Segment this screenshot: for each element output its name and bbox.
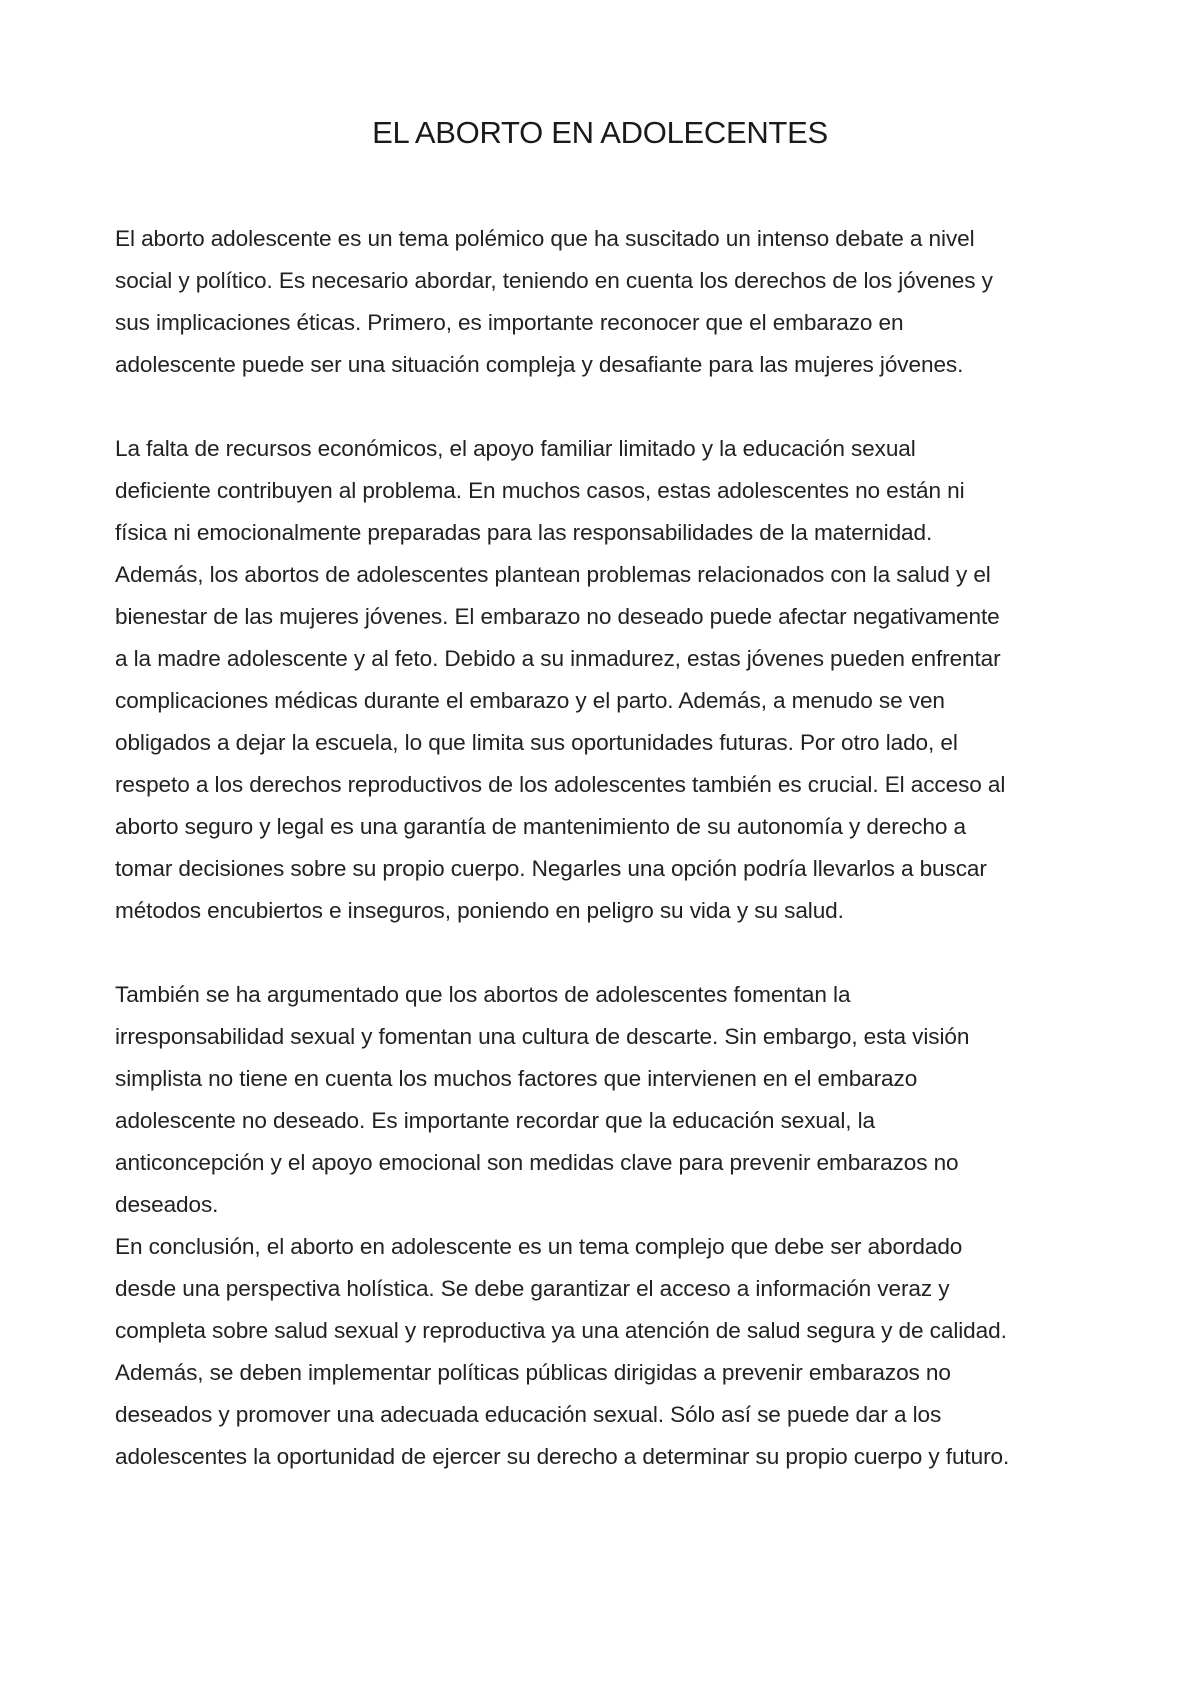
- text-line: sus implicaciones éticas. Primero, es importante reconocer que el embarazo en: [115, 310, 904, 335]
- text-line: respeto a los derechos reproductivos de los adolescentes también es crucial. El acceso al: [115, 772, 1006, 797]
- text-line: física ni emocionalmente preparadas para las responsabilidades de la maternidad.: [115, 520, 933, 545]
- document-title: EL ABORTO EN ADOLECENTES: [372, 115, 828, 150]
- text-line: deseados.: [115, 1192, 219, 1217]
- text-line: bienestar de las mujeres jóvenes. El embarazo no deseado puede afectar negativamente: [115, 604, 1000, 629]
- paragraph-intro: [115, 218, 993, 386]
- text-line: obligados a dejar la escuela, lo que limita sus oportunidades futuras. Por otro lado, el: [115, 730, 958, 755]
- text-line: aborto seguro y legal es una garantía de mantenimiento de su autonomía y derecho a: [115, 814, 966, 839]
- text-line: La falta de recursos económicos, el apoyo familiar limitado y la educación sexual: [115, 436, 916, 461]
- text-line: tomar decisiones sobre su propio cuerpo. Negarles una opción podría llevarlos a buscar: [115, 856, 987, 881]
- paragraph-causes: [115, 428, 1005, 932]
- text-line: deseados y promover una adecuada educación sexual. Sólo así se puede dar a los: [115, 1402, 942, 1427]
- text-line: a la madre adolescente y al feto. Debido a su inmadurez, estas jóvenes pueden enfrentar: [115, 646, 1001, 671]
- text-line: irresponsabilidad sexual y fomentan una cultura de descarte. Sin embargo, esta visión: [115, 1024, 970, 1049]
- text-line: simplista no tiene en cuenta los muchos factores que intervienen en el embarazo: [115, 1066, 918, 1091]
- text-line: En conclusión, el aborto en adolescente es un tema complejo que debe ser abordado: [115, 1234, 963, 1259]
- paragraph-conclusion: [115, 974, 1009, 1478]
- text-line: adolescente no deseado. Es importante recordar que la educación sexual, la: [115, 1108, 876, 1133]
- text-line: complicaciones médicas durante el embarazo y el parto. Además, a menudo se ven: [115, 688, 945, 713]
- text-line: deficiente contribuyen al problema. En muchos casos, estas adolescentes no están ni: [115, 478, 965, 503]
- text-line: desde una perspectiva holística. Se debe garantizar el acceso a información veraz y: [115, 1276, 950, 1301]
- text-line: Además, se deben implementar políticas públicas dirigidas a prevenir embarazos no: [115, 1360, 951, 1385]
- text-line: social y político. Es necesario abordar, teniendo en cuenta los derechos de los jóvenes y: [115, 268, 993, 293]
- text-line: adolescente puede ser una situación compleja y desafiante para las mujeres jóvenes.: [115, 352, 964, 377]
- text-line: completa sobre salud sexual y reproductiva ya una atención de salud segura y de calidad.: [115, 1318, 1007, 1343]
- text-line: También se ha argumentado que los abortos de adolescentes fomentan la: [115, 982, 851, 1007]
- text-line: adolescentes la oportunidad de ejercer su derecho a determinar su propio cuerpo y futuro.: [115, 1444, 1010, 1469]
- text-line: Además, los abortos de adolescentes plantean problemas relacionados con la salud y el: [115, 562, 991, 587]
- text-line: El aborto adolescente es un tema polémico que ha suscitado un intenso debate a nivel: [115, 226, 975, 251]
- text-line: métodos encubiertos e inseguros, poniendo en peligro su vida y su salud.: [115, 898, 844, 923]
- text-line: anticoncepción y el apoyo emocional son medidas clave para prevenir embarazos no: [115, 1150, 959, 1175]
